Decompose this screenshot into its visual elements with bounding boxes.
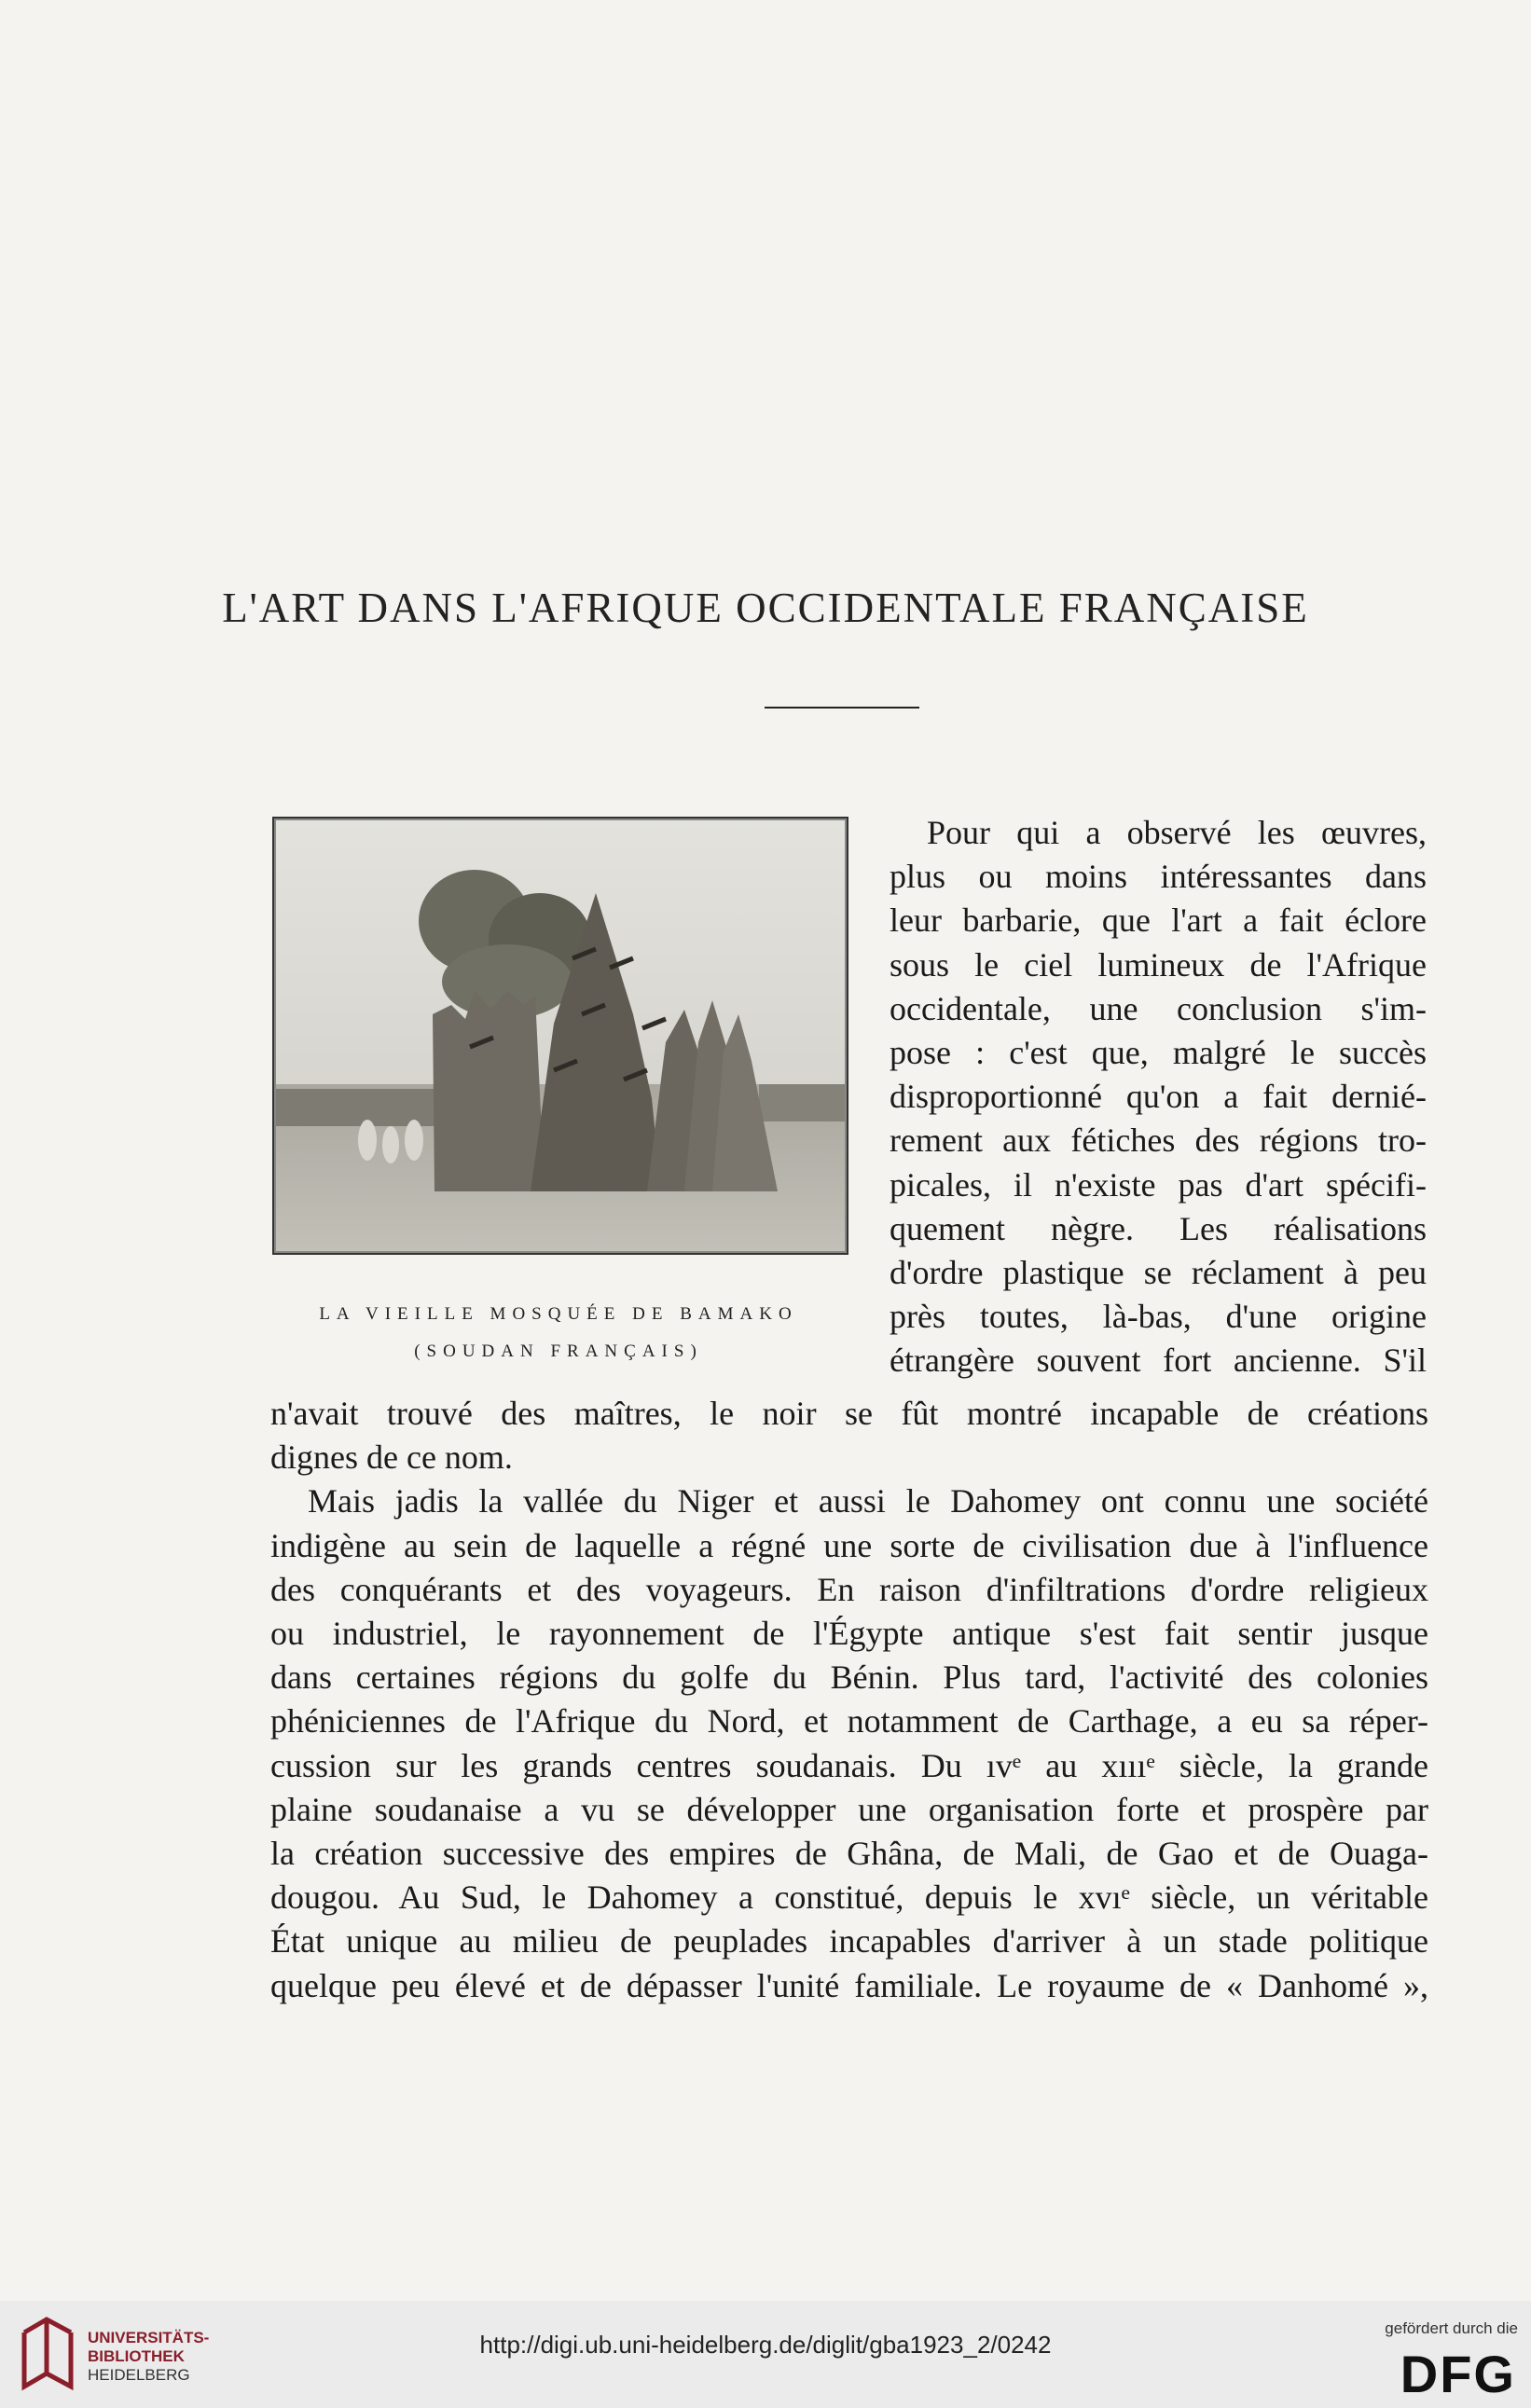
text-line: Pour qui a observé les œuvres, <box>927 814 1427 851</box>
dfg-logo: DFG <box>1400 2345 1516 2403</box>
text-line: n'avait trouvé des maîtres, le noir se fût montré incapable de créations <box>270 1395 1428 1432</box>
text-line: État unique au milieu de peuplades incapables d'arriver à un stade politique <box>270 1922 1428 1961</box>
text-line: des conquérants et des voyageurs. En raison d'infiltrations d'ordre religieux <box>270 1570 1428 1608</box>
text-line: Mais jadis la vallée du Niger et aussi le Dahomey ont connu une société <box>308 1482 1428 1520</box>
document-url-link[interactable]: http://digi.ub.uni-heidelberg.de/diglit/gba1923_2/0242 <box>479 2331 1052 2359</box>
mosque-photo-image <box>274 819 847 1253</box>
article-title: L'ART DANS L'AFRIQUE OCCIDENTALE FRANÇAISE <box>222 585 1309 631</box>
text-line: dignes de ce nom. <box>270 1438 513 1477</box>
text-line: indigène au sein de laquelle a régné une sorte de civilisation due à l'influence <box>270 1526 1428 1564</box>
text-line: près toutes, là-bas, d'une origine <box>890 1298 1427 1336</box>
text-line: disproportionné qu'on a fait dernié- <box>890 1078 1427 1116</box>
funding-label: gefördert durch die <box>1385 2319 1518 2337</box>
text-line: rement aux fétiches des régions tro- <box>890 1121 1427 1160</box>
text-line: plaine soudanaise a vu se développer une organisation forte et prospère par <box>270 1790 1428 1828</box>
text-line: dougou. Au Sud, le Dahomey a constitué, depuis le xvıᵉ siècle, un véritable <box>270 1878 1428 1917</box>
mosque-photograph <box>272 817 848 1255</box>
library-name-line-3: HEIDELBERG <box>88 2366 190 2384</box>
viewer-footer <box>0 2301 1531 2408</box>
text-line: occidentale, une conclusion s'im- <box>890 989 1427 1027</box>
text-line: ou industriel, le rayonnement de l'Égypte antique s'est fait sentir jusque <box>270 1615 1428 1653</box>
library-name-line-1: UNIVERSITÄTS- <box>88 2329 210 2346</box>
text-line: quement nègre. Les réalisations <box>890 1209 1427 1247</box>
body-text <box>270 1392 1428 2008</box>
text-line: cussion sur les grands centres soudanais. Du ıvᵉ au xıııᵉ siècle, la grande <box>270 1746 1428 1784</box>
title-rule <box>765 707 919 709</box>
text-line: pose : c'est que, malgré le succès <box>890 1034 1427 1072</box>
text-line: d'ordre plastique se réclament à peu <box>890 1254 1427 1292</box>
text-line: plus ou moins intéressantes dans <box>890 858 1427 896</box>
figure-caption-line-1: LA VIEILLE MOSQUÉE DE BAMAKO <box>319 1304 798 1324</box>
figure-caption <box>272 1296 845 1370</box>
text-line: étrangère souvent fort ancienne. S'il <box>890 1342 1427 1380</box>
text-line: phéniciennes de l'Afrique du Nord, et notamment de Carthage, a eu sa réper- <box>270 1702 1428 1741</box>
figure-caption-line-2: (SOUDAN FRANÇAIS) <box>414 1342 703 1361</box>
text-line: sous le ciel lumineux de l'Afrique <box>890 945 1427 984</box>
text-line: dans certaines régions du golfe du Bénin. Plus tard, l'activité des colonies <box>270 1658 1428 1697</box>
text-line: picales, il n'existe pas d'art spécifi- <box>890 1165 1427 1204</box>
text-line: quelque peu élevé et de dépasser l'unité familiale. Le royaume de « Danhomé », <box>270 1966 1428 2004</box>
library-name-line-2: BIBLIOTHEK <box>88 2347 185 2365</box>
text-line: leur barbarie, que l'art a fait éclore <box>890 901 1427 940</box>
text-column-right <box>890 811 1427 1383</box>
text-line: la création successive des empires de Ghâna, de Mali, de Gao et de Ouaga- <box>270 1835 1428 1873</box>
